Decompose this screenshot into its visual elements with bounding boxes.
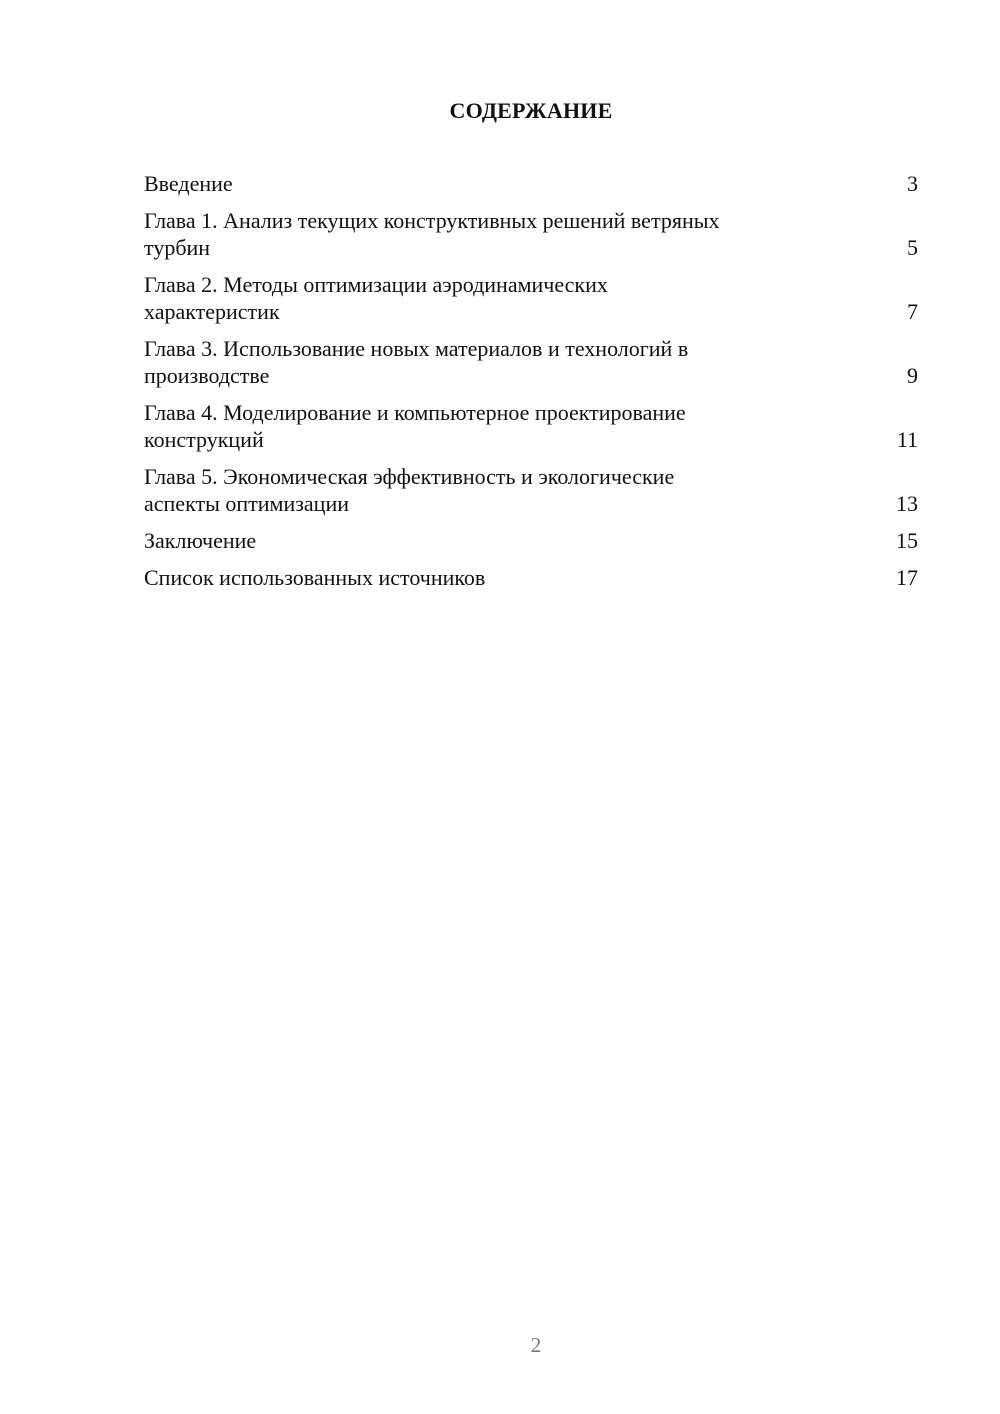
toc-entry-conclusion xyxy=(144,527,918,554)
toc-entry-page: 7 xyxy=(907,299,918,324)
page-number: 2 xyxy=(530,1333,542,1357)
toc-entry-page: 15 xyxy=(896,528,918,553)
toc-entry-introduction xyxy=(144,170,918,197)
toc-entry-text: Заключение xyxy=(144,528,257,553)
toc-entry-text: Глава 2. Методы оптимизации аэродинамических характеристик xyxy=(144,272,608,324)
toc-entry-text: Введение xyxy=(144,171,233,196)
toc-entry-chapter-4 xyxy=(144,399,918,453)
toc-entry-chapter-5 xyxy=(144,463,918,517)
toc-entry-text: Глава 4. Моделирование и компьютерное проектирование конструкций xyxy=(144,400,686,452)
toc-entry-text: Глава 3. Использование новых материалов и технологий в производстве xyxy=(144,336,689,388)
toc-entry-references xyxy=(144,564,918,591)
toc-entry-text: Список использованных источников xyxy=(144,565,486,590)
toc-entry-text: Глава 1. Анализ текущих конструктивных решений ветряных турбин xyxy=(144,208,720,260)
toc-entry-page: 3 xyxy=(907,171,918,196)
page-title: СОДЕРЖАНИЕ xyxy=(449,98,613,123)
toc-entry-page: 17 xyxy=(896,565,918,590)
toc-entry-chapter-3 xyxy=(144,335,918,389)
toc-entry-page: 13 xyxy=(896,491,918,516)
table-of-contents xyxy=(144,170,918,601)
toc-entry-text: Глава 5. Экономическая эффективность и экологические аспекты оптимизации xyxy=(144,464,675,516)
toc-entry-page: 9 xyxy=(907,363,918,388)
toc-entry-chapter-2 xyxy=(144,271,918,325)
toc-entry-chapter-1 xyxy=(144,207,918,261)
toc-entry-page: 11 xyxy=(896,427,918,452)
toc-entry-page: 5 xyxy=(907,235,918,260)
